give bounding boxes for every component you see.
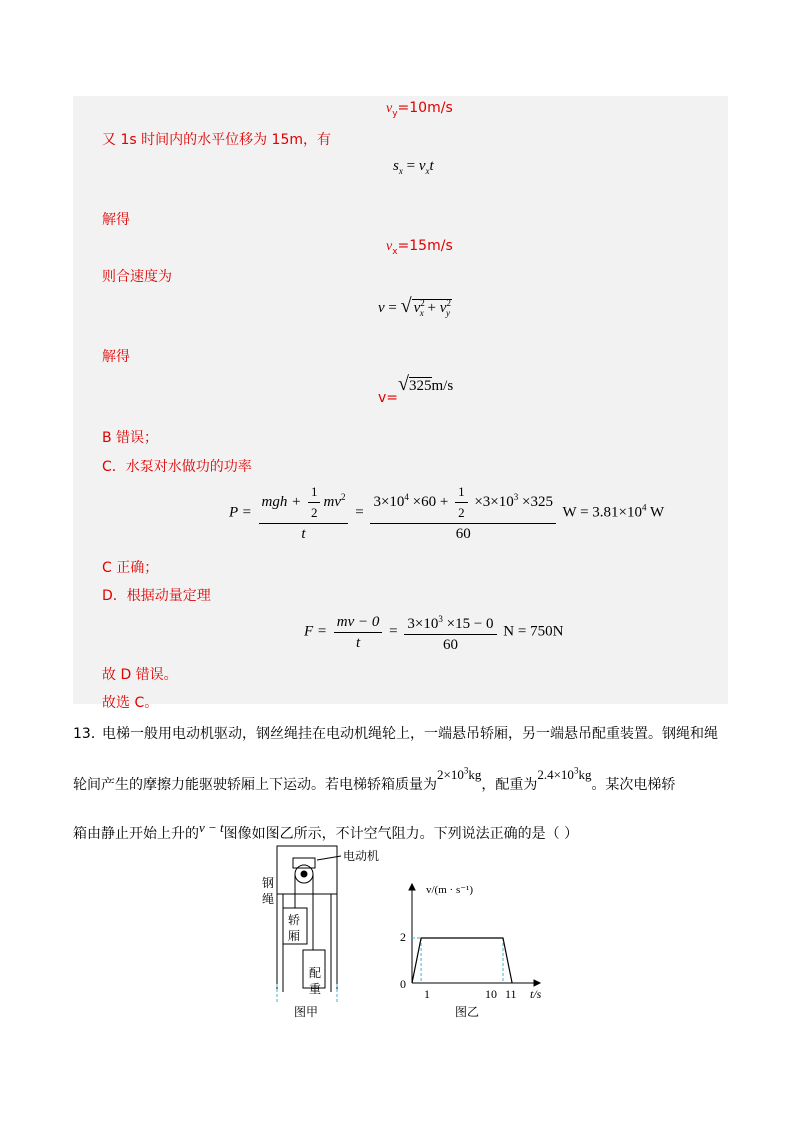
- equation-sx: $s_x = v_xt$: [393, 158, 434, 176]
- v-result: v=√325m/s: [378, 373, 454, 406]
- rope-label-2: 绳: [262, 892, 275, 906]
- car-label-1: 轿: [288, 913, 301, 927]
- c-title: C．水泵对水做功的功率: [102, 459, 252, 475]
- d-wrong: 故 D 错误。: [102, 667, 178, 683]
- equation-v: v = √ $v^2_x + v^2_y$: [378, 295, 451, 318]
- solve-label-1: 解得: [102, 212, 130, 228]
- y-tick-2: 2: [400, 930, 406, 944]
- d-title: D．根据动量定理: [102, 588, 211, 604]
- vx-result: $v_x=15m/s$: [386, 238, 453, 257]
- question-line-3: 箱由静止开始上升的v − t图像如图乙所示，不计空气阻力。下列说法正确的是（ ）: [73, 820, 579, 842]
- final-choice: 故选 C。: [102, 695, 159, 711]
- c-correct: C 正确；: [102, 560, 159, 576]
- b-wrong: B 错误；: [102, 430, 159, 446]
- x-tick-1: 1: [424, 987, 430, 1001]
- figure-a-caption: 图甲: [294, 1005, 319, 1019]
- weight-label-1: 配: [309, 966, 322, 980]
- equation-force: F = $\frac{mv - 0}{t}$ = $\frac{3\times 10^3 \times 15 - 0}{60}$ N = 750N: [304, 611, 563, 653]
- question-line-2: 轮间产生的摩擦力能驱驶轿厢上下运动。若电梯轿箱质量为$2\times 10^3kg$，配重为$2.4\times 10^3kg$。某次电梯轿: [73, 765, 676, 793]
- rope-label-1: 钢: [262, 876, 275, 890]
- x-tick-11: 11: [505, 987, 517, 1001]
- car-label-2: 厢: [288, 929, 301, 943]
- weight-label-2: 重: [309, 982, 322, 996]
- question-line-1: 电梯一般用电动机驱动，钢丝绳挂在电动机绳轮上，一端悬吊轿厢，另一端悬吊配重装置。钢绳和绳: [102, 726, 718, 742]
- horizontal-displacement-text: 又 1s 时间内的水平位移为 15m，有: [102, 132, 332, 148]
- solve-label-2: 解得: [102, 349, 130, 365]
- combined-velocity-text: 则合速度为: [102, 269, 172, 285]
- question-number: 13．: [73, 726, 105, 742]
- vt-chart: [390, 880, 550, 1005]
- origin-label: 0: [400, 977, 406, 991]
- x-axis-label: t/s: [530, 987, 542, 1001]
- elevator-diagram: [255, 842, 355, 1022]
- x-tick-10: 10: [485, 987, 497, 1001]
- y-axis-label: v/(m · s⁻¹): [426, 884, 473, 896]
- velocity-series-line: [412, 938, 512, 983]
- motor-label: 电动机: [343, 849, 380, 863]
- vy-result: $v_y=10m/s$: [386, 100, 453, 119]
- equation-power: P = mgh + $\frac{1}{2}$ $mv^2$ t = $3\times 10^4 \times 60$ + $\frac{1}{2}$ $\times 3\times 10^3 \times 325$ 60 $W = 3.81\times 10^4$ W: [229, 484, 665, 542]
- figure-b-caption: 图乙: [455, 1005, 480, 1019]
